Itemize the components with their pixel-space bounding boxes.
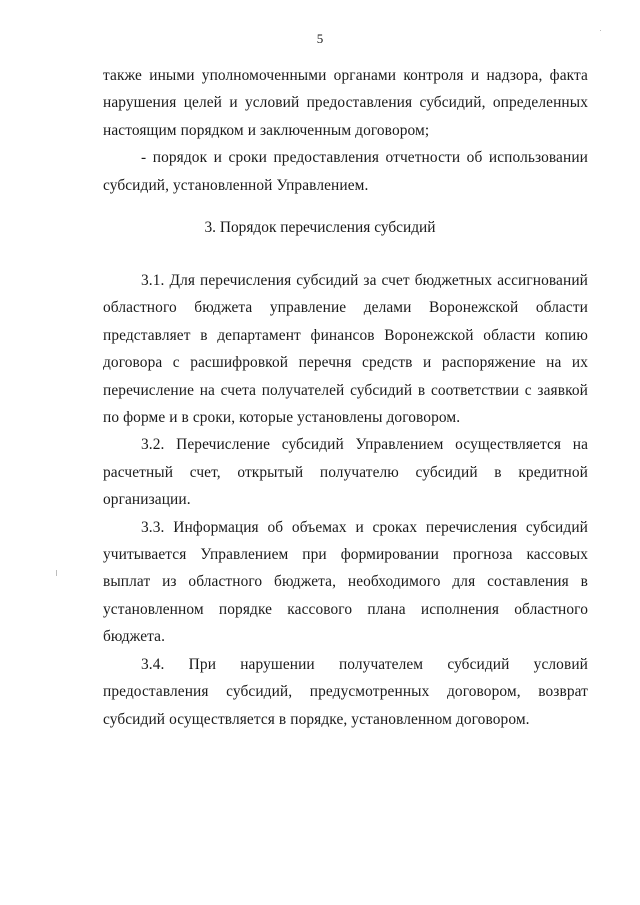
reporting-list-item: - порядок и сроки предоставления отчетности об использовании субсидий, установленной Управлением. (103, 149, 588, 194)
page-number: 5 (316, 31, 324, 46)
section-heading: 3. Порядок перечисления субсидий (204, 219, 436, 236)
scan-speck (56, 570, 57, 576)
continuation-paragraph: также иными уполномоченными органами контроля и надзора, факта нарушения целей и условий предоставления субсидий, определенных настоящим порядком и заключенным договором; (103, 67, 588, 139)
scan-speck (600, 30, 601, 31)
continuation-block (103, 62, 588, 199)
clause-3-3: 3.3. Информация об объемах и сроках перечисления субсидий учитывается Управлением при формировании прогноза кассовых выплат из областного бюджета, необходимого для составления в установленном порядке кассового плана исполнения областного бюджета. (103, 518, 588, 646)
clause-3-4: 3.4. При нарушении получателем субсидий условий предоставления субсидий, предусмотренных договором, возврат субсидий осуществляется в порядке, установленном договором. (103, 655, 588, 728)
clause-3-2: 3.2. Перечисление субсидий Управлением осуществляется на расчетный счет, открытый получателю субсидий в кредитной организации. (103, 436, 588, 509)
clause-3-1: 3.1. Для перечисления субсидий за счет бюджетных ассигнований областного бюджета управление делами Воронежской области представляет в департамент финансов Воронежской области копию договора с расшифровкой перечня средств и распоряжение на их перечисление на счета получателей субсидий в соответствии с заявкой по форме и в сроки, которые установлены договором. (103, 272, 588, 427)
section-3-body (103, 267, 588, 733)
